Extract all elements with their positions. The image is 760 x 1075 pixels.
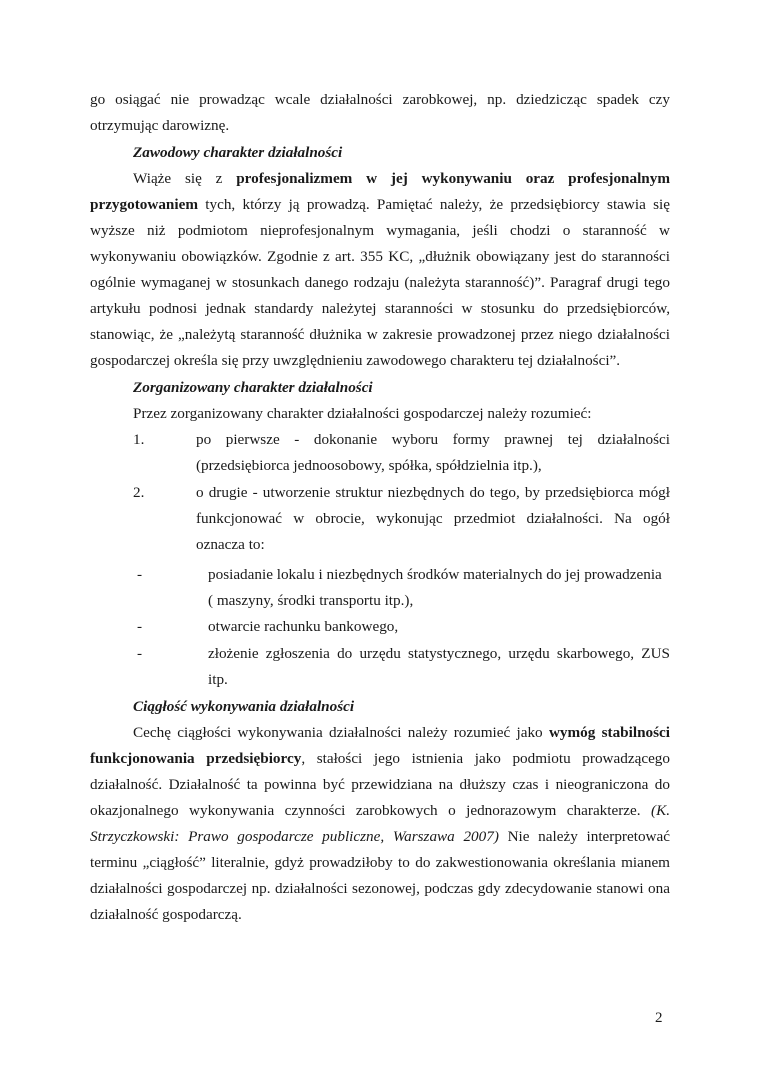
body-line: artykułu podnosi jednak standardy należytej staranności w stosunku do przedsiębiorców, [90,300,670,317]
list-item-line: o drugie - utworzenie struktur niezbędnych do tego, by przedsiębiorca mógł [196,484,670,501]
italic-text: (K. [651,802,670,819]
bold-text: wymóg stabilności [548,724,670,741]
list-item-line: funkcjonować w obrocie, wykonując przedmiot działalności. Na ogół [196,510,670,527]
section-heading: Zorganizowany charakter działalności [133,379,373,396]
list-item-line: oznacza to: [196,536,265,553]
bold-text: profesjonalizmem w jej wykonywaniu oraz profesjonalnym [236,170,670,187]
list-number: 2. [133,484,145,501]
body-line: otrzymując darowiznę. [90,117,230,134]
body-line: działalności gospodarczej np. działalności sezonowej, podczas gdy zdecydowanie stanowi ona [90,880,670,897]
bold-text: funkcjonowania przedsiębiorcy [90,750,302,767]
body-line [90,824,670,850]
text-run: okazjonalnego wykonywania czynności zarobkowych o jednorazowym charakterze. [90,802,652,819]
bullet-line: itp. [208,671,228,688]
text-run: Nie należy interpretować [498,828,670,845]
body-line [133,720,670,746]
body-line: go osiągać nie prowadząc wcale działalności zarobkowej, np. dziedzicząc spadek czy [90,91,670,108]
bullet-line: złożenie zgłoszenia do urzędu statystycznego, urzędu skarbowego, ZUS [208,645,670,662]
text-run: Cechę ciągłości wykonywania działalności należy rozumieć jako [133,724,549,741]
list-number: 1. [133,431,145,448]
text-run: , stałości jego istnienia jako podmiotu prowadzącego [301,750,670,767]
page-number: 2 [655,1010,663,1026]
body-line: gospodarczej określa się przy uwzględnieniu zawodowego charakteru tej działalności”. [90,352,621,369]
text-run: tych, którzy ją prowadzą. Pamiętać należy, że przedsiębiorcy stawia się [197,196,670,213]
body-line: wyższe niż podmiotom nieprofesjonalnym wymagania, jeśli chodzi o staranność w [90,222,670,239]
bullet-line: posiadanie lokalu i niezbędnych środków materialnych do jej prowadzenia [208,566,662,583]
text-run: Wiąże się z [133,170,237,187]
body-line [90,192,670,218]
body-line [90,746,670,772]
body-line: Przez zorganizowany charakter działalności gospodarczej należy rozumieć: [133,405,592,422]
bullet-line: ( maszyny, środki transportu itp.), [208,592,414,609]
list-item-line: po pierwsze - dokonanie wyboru formy prawnej tej działalności [196,431,670,448]
bold-text: przygotowaniem [90,196,198,213]
bullet-line: otwarcie rachunku bankowego, [208,618,399,635]
body-line: ogólnie wymaganej w stosunkach danego rodzaju (należyta staranność)”. Paragraf drugi tego [90,274,670,291]
body-line [90,798,670,824]
body-line: stanowiąc, że „należytą staranność dłużnika w zakresie prowadzonej przez niego działalności [90,326,670,343]
list-item-line: (przedsiębiorca jednoosobowy, spółka, spółdzielnia itp.), [196,457,542,474]
body-line: wykonywaniu obowiązków. Zgodnie z art. 355 KC, „dłużnik obowiązany jest do staranności [90,248,670,265]
italic-text: Strzyczkowski: Prawo gospodarcze publiczne, Warszawa 2007) [90,828,499,845]
body-line: działalność gospodarczą. [90,906,242,923]
body-line: działalność. Działalność ta powinna być przewidziana na dłuższy czas i nieograniczona do [90,776,670,793]
body-line: terminu „ciągłość” literalnie, gdyż prowadziłoby to do zakwestionowania określania mianem [90,854,670,871]
section-heading: Zawodowy charakter działalności [133,144,343,161]
bullet-dash: - [137,645,143,662]
section-heading: Ciągłość wykonywania działalności [133,698,355,715]
bullet-dash: - [137,618,143,635]
bullet-dash: - [137,566,143,583]
body-line [133,166,670,192]
